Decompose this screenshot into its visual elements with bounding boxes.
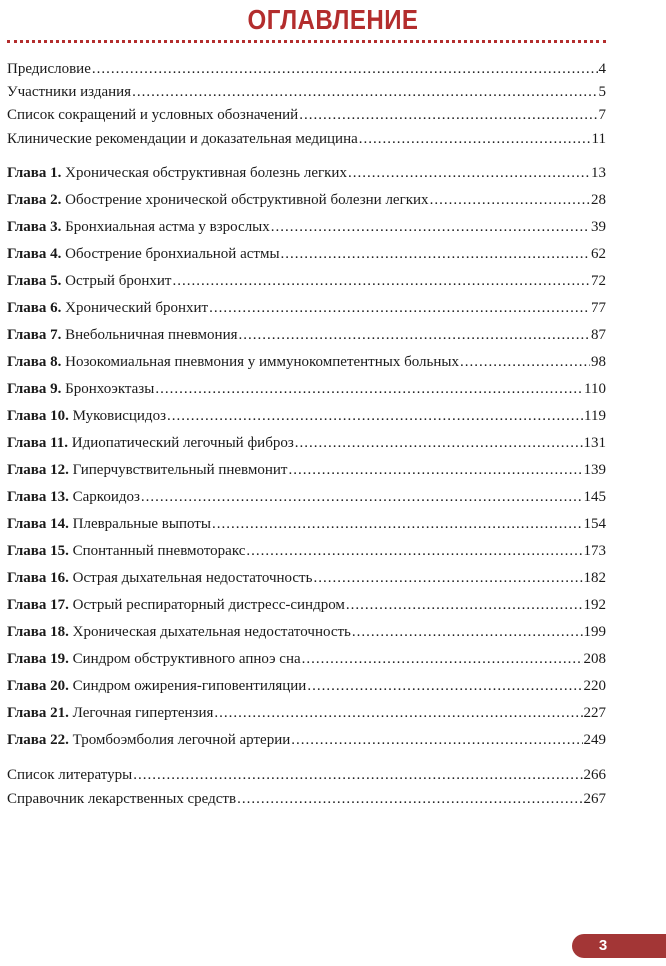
toc-entry-label (7, 405, 166, 427)
leader-dots (352, 621, 583, 643)
toc-entry-drug-reference[interactable] (7, 788, 606, 810)
toc-entry-label (7, 459, 288, 481)
chapter-number: Глава 7. (7, 327, 62, 343)
toc-entry-page: 13 (591, 165, 606, 181)
toc-entry-label (7, 486, 140, 508)
toc-entry-chapter-16[interactable] (7, 567, 606, 589)
toc-entry-page: 154 (583, 516, 606, 532)
toc-entry-abbreviations[interactable] (7, 104, 606, 126)
toc-entry-page: 11 (591, 131, 606, 147)
toc-entry-preface[interactable] (7, 58, 606, 80)
toc-entry-label: Справочник лекарственных средств (7, 791, 237, 807)
toc-entry-label (7, 432, 294, 454)
chapter-title: Хроническая дыхательная недостаточность (72, 624, 351, 640)
toc-entry-page: 208 (583, 651, 606, 667)
leader-dots (271, 216, 590, 238)
toc-entry-page: 110 (584, 381, 606, 397)
toc-entry-page: 77 (591, 300, 606, 316)
toc-entry-label (7, 162, 347, 184)
chapter-number: Глава 10. (7, 408, 69, 424)
leader-dots (141, 486, 583, 508)
page-title: ОГЛАВЛЕНИЕ (247, 4, 419, 35)
chapter-title: Муковисцидоз (72, 408, 166, 424)
chapter-number: Глава 22. (7, 732, 69, 748)
page-number: 3 (598, 937, 608, 954)
chapter-number: Глава 1. (7, 165, 62, 181)
toc-entry-chapter-11[interactable] (7, 432, 606, 454)
toc-entry-page: 192 (583, 597, 606, 613)
toc-entry-label (7, 297, 208, 319)
chapter-title: Острый респираторный дистресс-синдром (72, 597, 345, 613)
leader-dots (212, 513, 583, 535)
toc-entry-chapter-12[interactable] (7, 459, 606, 481)
toc-entry-label (7, 243, 280, 265)
toc-entry-page: 98 (591, 354, 606, 370)
toc-entry-chapter-14[interactable] (7, 513, 606, 535)
toc-entry-chapter-20[interactable] (7, 675, 606, 697)
chapter-number: Глава 6. (7, 300, 62, 316)
toc-entry-label: Участники издания (7, 84, 132, 100)
toc-entry-label (7, 540, 245, 562)
toc-entry-chapter-17[interactable] (7, 594, 606, 616)
toc-entry-chapter-1[interactable] (7, 162, 606, 184)
toc-entry-page: 62 (591, 246, 606, 262)
leader-dots (299, 104, 597, 126)
toc-entry-page: 199 (583, 624, 606, 640)
chapter-number: Глава 13. (7, 489, 69, 505)
chapter-number: Глава 15. (7, 543, 69, 559)
leader-dots (359, 128, 591, 150)
toc-entry-label: Клинические рекомендации и доказательная медицина (7, 131, 358, 147)
toc-entry-guidelines[interactable] (7, 128, 606, 150)
chapter-number: Глава 21. (7, 705, 69, 721)
toc-entry-label (7, 567, 312, 589)
toc-entry-page: 7 (598, 107, 606, 123)
chapter-title: Плевральные выпоты (72, 516, 211, 532)
chapter-title: Острый бронхит (65, 273, 172, 289)
toc-entry-chapter-22[interactable] (7, 729, 606, 751)
toc-entry-page: 227 (583, 705, 606, 721)
chapter-title: Внебольничная пневмония (65, 327, 238, 343)
toc-entry-chapter-10[interactable] (7, 405, 606, 427)
leader-dots (302, 648, 583, 670)
leader-dots (307, 675, 582, 697)
title-dotted-divider (7, 40, 606, 43)
chapter-title: Хронический бронхит (65, 300, 209, 316)
chapter-number: Глава 5. (7, 273, 62, 289)
toc-entry-chapter-4[interactable] (7, 243, 606, 265)
chapter-title: Острая дыхательная недостаточность (72, 570, 313, 586)
leader-dots (346, 594, 583, 616)
toc-entry-label (7, 513, 211, 535)
leader-dots (313, 567, 582, 589)
leader-dots (348, 162, 590, 184)
toc-entry-label (7, 648, 301, 670)
toc-entry-label (7, 675, 306, 697)
toc-entry-chapter-8[interactable] (7, 351, 606, 373)
chapter-title: Обострение хронической обструктивной болезни легких (65, 192, 429, 208)
chapter-number: Глава 18. (7, 624, 69, 640)
toc-entry-label (7, 378, 154, 400)
leader-dots (92, 58, 598, 80)
toc-entry-chapter-5[interactable] (7, 270, 606, 292)
toc-entry-page: 145 (583, 489, 606, 505)
toc-entry-label (7, 216, 270, 238)
toc-entry-chapter-18[interactable] (7, 621, 606, 643)
toc-entry-page: 131 (583, 435, 606, 451)
leader-dots (133, 764, 582, 786)
toc-entry-contributors[interactable] (7, 81, 606, 103)
leader-dots (155, 378, 583, 400)
toc-entry-label (7, 702, 213, 724)
toc-entry-label (7, 594, 345, 616)
chapter-title: Хроническая обструктивная болезнь легких (65, 165, 347, 181)
chapter-number: Глава 9. (7, 381, 62, 397)
toc-entry-page: 173 (583, 543, 606, 559)
toc-entry-page: 5 (598, 84, 606, 100)
toc-entry-chapter-2[interactable] (7, 189, 606, 211)
toc-entry-chapter-3[interactable] (7, 216, 606, 238)
toc-entry-page: 119 (584, 408, 606, 424)
toc-entry-label: Предисловие (7, 61, 91, 77)
leader-dots (209, 297, 590, 319)
chapter-title: Бронхоэктазы (65, 381, 155, 397)
chapter-number: Глава 11. (7, 435, 69, 451)
toc-entry-label: Список сокращений и условных обозначений (7, 107, 299, 123)
chapter-number: Глава 4. (7, 246, 62, 262)
chapter-title: Нозокомиальная пневмония у иммунокомпетентных больных (65, 354, 459, 370)
leader-dots (460, 351, 590, 373)
toc-entry-chapter-6[interactable] (7, 297, 606, 319)
chapter-number: Глава 16. (7, 570, 69, 586)
toc-entry-label (7, 189, 429, 211)
leader-dots (295, 432, 583, 454)
toc-entry-chapter-7[interactable] (7, 324, 606, 346)
toc-entry-chapter-9[interactable] (7, 378, 606, 400)
toc-entry-references[interactable] (7, 764, 606, 786)
toc-entry-chapter-19[interactable] (7, 648, 606, 670)
leader-dots (239, 324, 591, 346)
chapter-number: Глава 2. (7, 192, 62, 208)
page-number-tab (572, 934, 666, 958)
chapter-number: Глава 17. (7, 597, 69, 613)
leader-dots (132, 81, 597, 103)
chapter-number: Глава 20. (7, 678, 69, 694)
toc-entry-page: 266 (583, 767, 606, 783)
chapter-title: Саркоидоз (72, 489, 140, 505)
leader-dots (291, 729, 582, 751)
toc-entry-label (7, 621, 351, 643)
toc-entry-page: 220 (583, 678, 606, 694)
toc-entry-label (7, 351, 459, 373)
toc-entry-page: 39 (591, 219, 606, 235)
leader-dots (172, 270, 590, 292)
toc-entry-label (7, 324, 238, 346)
toc-entry-label (7, 270, 171, 292)
leader-dots (289, 459, 583, 481)
toc-entry-page: 249 (583, 732, 606, 748)
leader-dots (430, 189, 590, 211)
toc-entry-page: 267 (583, 791, 606, 807)
toc-entry-chapter-15[interactable] (7, 540, 606, 562)
toc-entry-label (7, 729, 290, 751)
chapter-title: Гиперчувствительный пневмонит (72, 462, 288, 478)
chapter-number: Глава 19. (7, 651, 69, 667)
leader-dots (167, 405, 583, 427)
toc-entry-chapter-13[interactable] (7, 486, 606, 508)
chapter-number: Глава 14. (7, 516, 69, 532)
toc-entry-page: 182 (583, 570, 606, 586)
chapter-title: Легочная гипертензия (72, 705, 214, 721)
toc-entry-page: 72 (591, 273, 606, 289)
chapter-title: Тромбоэмболия легочной артерии (72, 732, 291, 748)
chapter-title: Идиопатический легочный фиброз (71, 435, 294, 451)
toc-entry-page: 4 (598, 61, 606, 77)
chapter-title: Спонтанный пневмоторакс (72, 543, 246, 559)
chapter-title: Обострение бронхиальной астмы (65, 246, 280, 262)
toc-entry-chapter-21[interactable] (7, 702, 606, 724)
chapter-number: Глава 12. (7, 462, 69, 478)
leader-dots (281, 243, 590, 265)
chapter-number: Глава 3. (7, 219, 62, 235)
toc-entry-page: 87 (591, 327, 606, 343)
leader-dots (237, 788, 582, 810)
toc-entry-label: Список литературы (7, 767, 133, 783)
chapter-title: Синдром обструктивного апноэ сна (72, 651, 301, 667)
toc-entry-page: 28 (591, 192, 606, 208)
toc-entry-page: 139 (583, 462, 606, 478)
leader-dots (246, 540, 582, 562)
leader-dots (214, 702, 582, 724)
chapter-title: Бронхиальная астма у взрослых (65, 219, 270, 235)
chapter-number: Глава 8. (7, 354, 62, 370)
chapter-title: Синдром ожирения-гиповентиляции (72, 678, 307, 694)
